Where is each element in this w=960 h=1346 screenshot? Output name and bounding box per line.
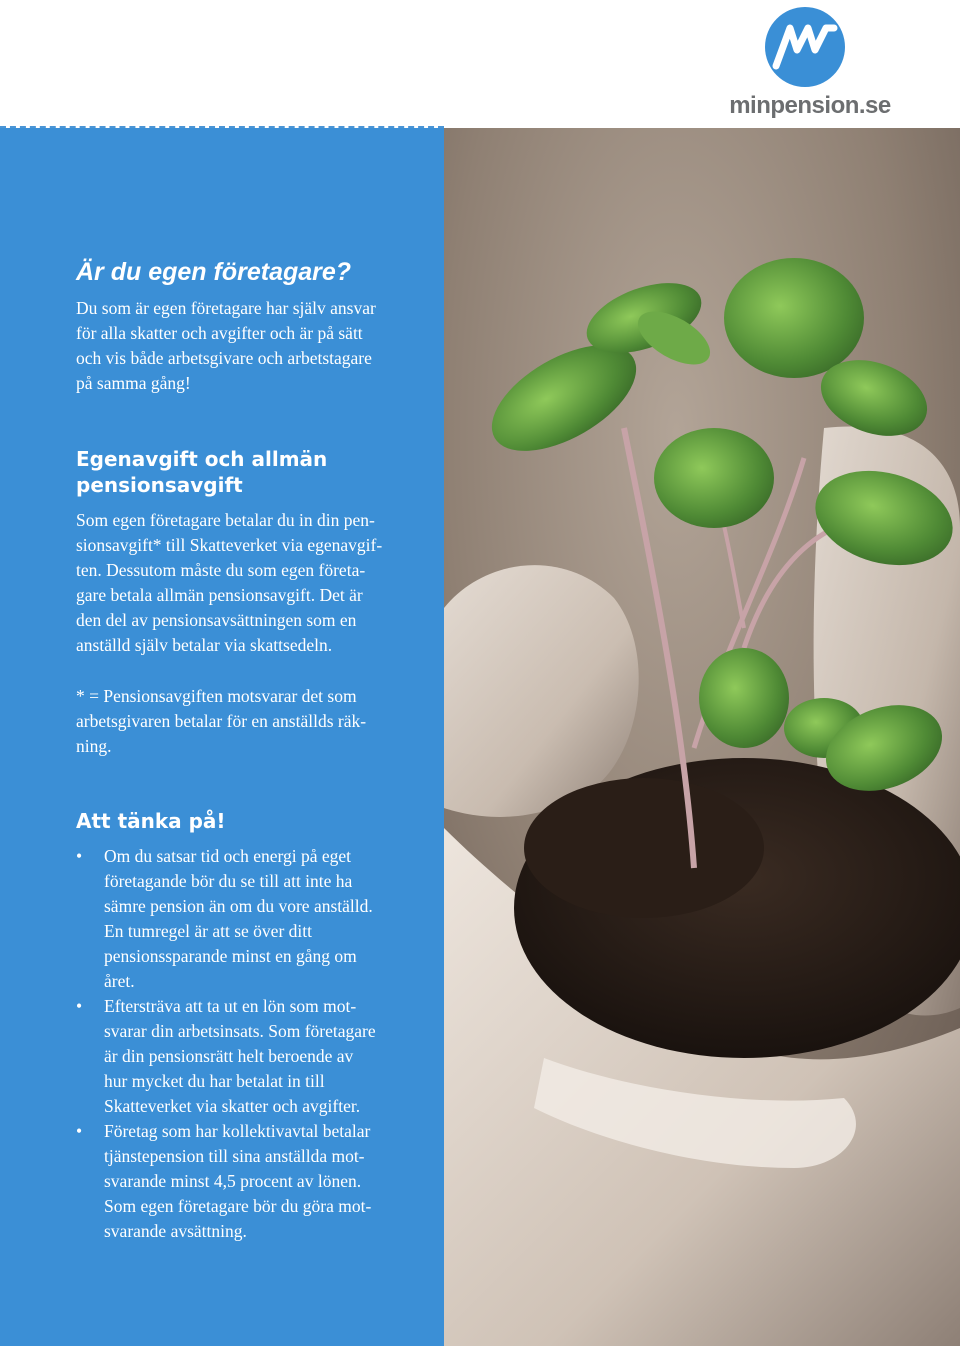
intro-line: på samma gång!: [76, 373, 191, 393]
list-item: [76, 1119, 426, 1244]
intro-line: och vis både arbetsgivare och arbetstagare: [76, 348, 372, 368]
bullet-line: svarande avsättning.: [104, 1221, 247, 1241]
bullet-line: Skatteverket via skatter och avgifter.: [104, 1096, 361, 1116]
heading-line: Egenavgift och allmän: [76, 447, 328, 471]
bullet-line: Företag som har kollektivavtal betalar: [104, 1121, 371, 1141]
footnote-line: arbetsgivaren betalar för en anställds räk-: [76, 711, 367, 731]
heading-line: pensionsavgift: [76, 473, 243, 497]
seedling-in-hands-photo: [444, 128, 960, 1346]
bullet-line: En tumregel är att se över ditt: [104, 921, 312, 941]
bullet-icon: •: [76, 1121, 83, 1141]
intro-paragraph: [76, 296, 426, 396]
bullet-line: tjänstepension till sina anställda mot-: [104, 1146, 365, 1166]
tips-list: [76, 844, 426, 1244]
minpension-logo[interactable]: [722, 6, 898, 122]
photo-illustration: [444, 128, 960, 1346]
list-item: [76, 994, 426, 1119]
bullet-line: företagande bör du se till att inte ha: [104, 871, 353, 891]
bullet-line: sämre pension än om du vore anställd.: [104, 896, 373, 916]
heading-egenavgift: [76, 446, 327, 498]
bullet-icon: •: [76, 996, 83, 1016]
footnote-line: * = Pensionsavgiften motsvarar det som: [76, 686, 357, 706]
bullet-line: är din pensionsrätt helt beroende av: [104, 1046, 354, 1066]
list-item: [76, 844, 426, 994]
logo-wordmark: minpension.se: [729, 92, 891, 119]
bullet-line: svarande minst 4,5 procent av lönen.: [104, 1171, 362, 1191]
bullet-line: svarar din arbetsinsats. Som företagare: [104, 1021, 376, 1041]
heading-att-tanka-pa: Att tänka på!: [76, 809, 226, 833]
intro-line: för alla skatter och avgifter och är på sätt: [76, 323, 363, 343]
body-line: den del av pensionsavsättningen som en: [76, 610, 357, 630]
bullet-line: Om du satsar tid och energi på eget: [104, 846, 352, 866]
body-line: Som egen företagare betalar du in din pen-: [76, 510, 375, 530]
logo-m-icon: [764, 6, 846, 88]
bullet-line: hur mycket du har betalat in till: [104, 1071, 325, 1091]
body-line: ten. Dessutom måste du som egen företa-: [76, 560, 366, 580]
egenavgift-paragraph: [76, 508, 426, 658]
footnote-paragraph: [76, 684, 426, 759]
body-line: sionsavgift* till Skatteverket via egenavgif-: [76, 535, 383, 555]
bullet-line: Som egen företagare bör du göra mot-: [104, 1196, 372, 1216]
heading-egen-foretagare: Är du egen företagare?: [76, 258, 352, 286]
bullet-line: Eftersträva att ta ut en lön som mot-: [104, 996, 357, 1016]
body-line: anställd själv betalar via skattsedeln.: [76, 635, 333, 655]
body-line: gare betala allmän pensionsavgift. Det är: [76, 585, 363, 605]
bullet-line: pensionssparande minst en gång om: [104, 946, 357, 966]
bullet-icon: •: [76, 846, 83, 866]
footnote-line: ning.: [76, 736, 112, 756]
page-header: [0, 0, 960, 128]
bullet-line: året.: [104, 971, 135, 991]
intro-line: Du som är egen företagare har själv ansvar: [76, 298, 376, 318]
